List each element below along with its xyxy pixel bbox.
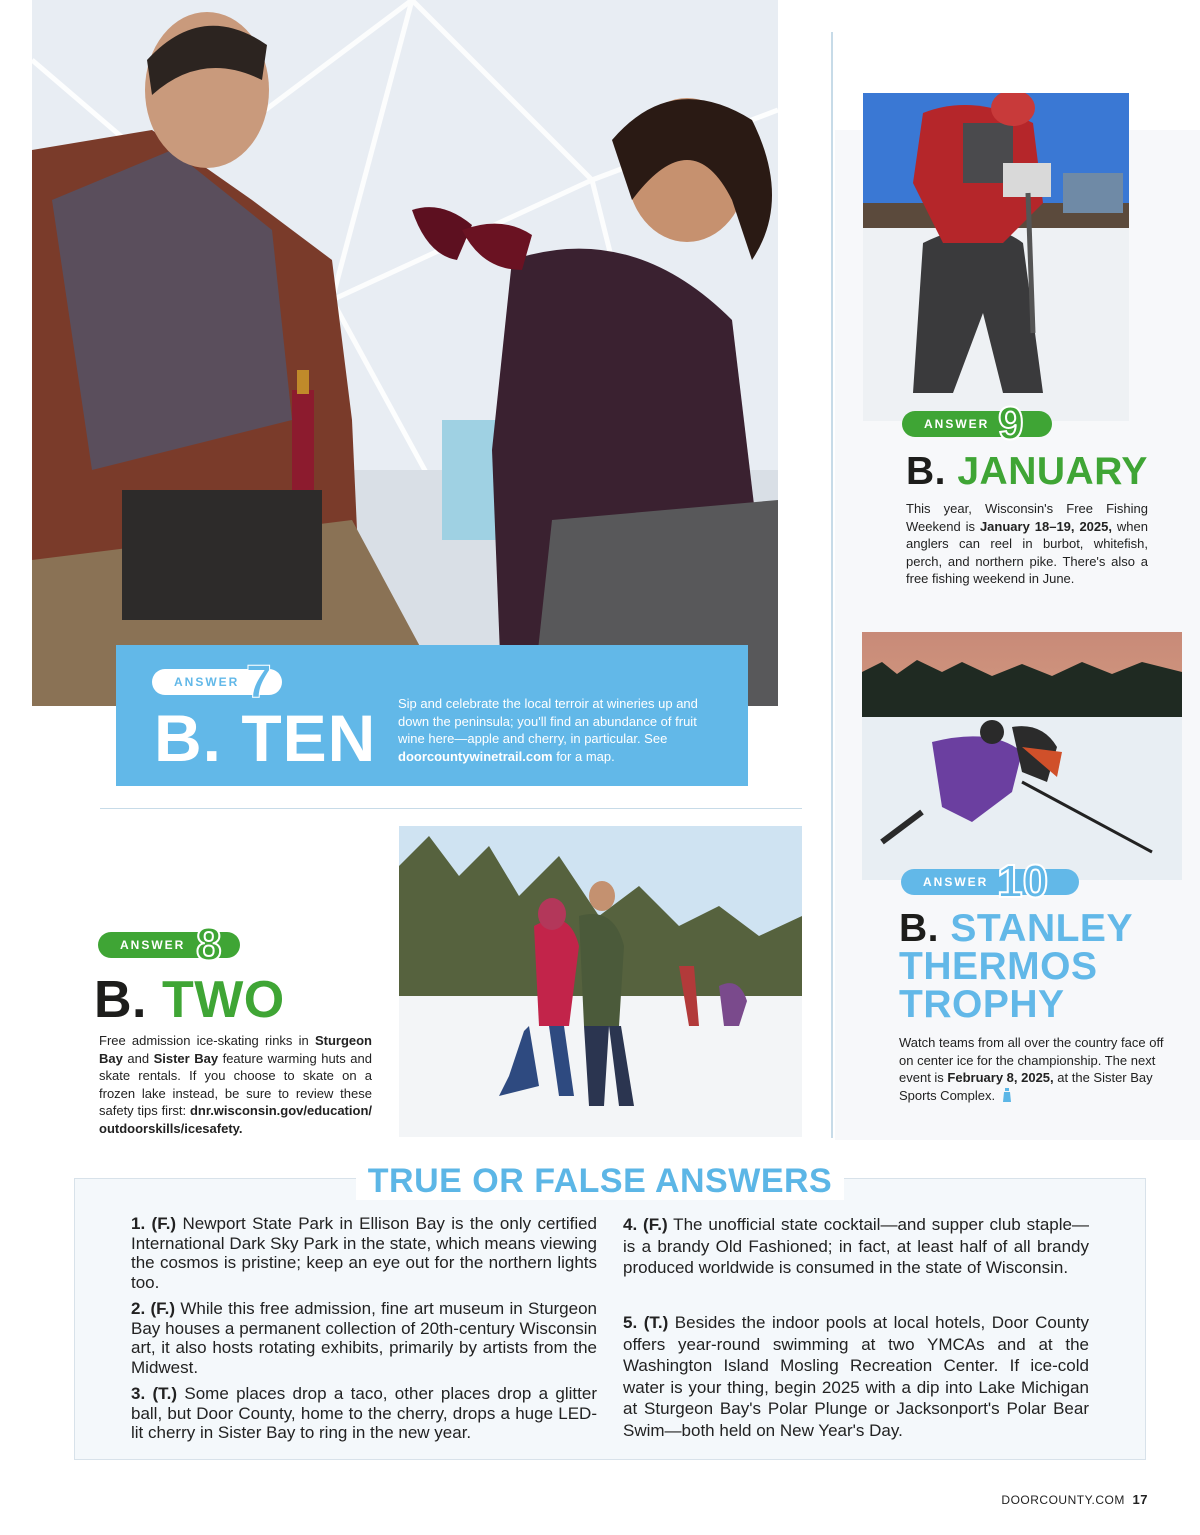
answer-7-word: TEN [241,701,377,775]
answer-8-text [99,1032,372,1137]
answer-10-badge [901,855,1079,907]
ice-skating-photo [399,826,802,1137]
answer-10-line-1: STANLEY [950,907,1133,950]
answer-8-heading [94,971,285,1029]
answer-7-prefix: B. [154,701,222,775]
answer-8-place-1: Sturgeon Bay [99,1033,372,1066]
answer-7-label: ANSWER [174,675,240,689]
tf-item-key: 5. (T.) [623,1313,669,1332]
answer-8-badge [98,918,240,970]
tf-item-text: The unofficial state cocktail—and supper club staple—is a brandy Old Fashioned; in fact, at least half of all brandy produced worldwide is consumed in the state of Wisconsin. [623,1215,1089,1277]
answer-8-word: TWO [161,971,285,1029]
answer-7-text-part: Sip and celebrate the local terroir at wineries up and down the peninsula; you'll find an abundance of fruit wine here—apple and cherry, in particular. See [398,696,698,746]
tf-item-key: 4. (F.) [623,1215,668,1234]
horizontal-divider [100,808,802,809]
tf-item-text: Besides the indoor pools at local hotels, Door County offers year-round swimming at two YMCAs and at the Washington Island Mosling Recreation Center. If ice-cold water is your thing, begin 2025 with a dip into Lake Michigan at Sturgeon Bay's Polar Plunge or Jacksonport's Polar Bear Swim—both held on New Year's Day. [623,1313,1089,1440]
tf-item-key: 3. (T.) [131,1384,178,1403]
tf-item-text: Some places drop a taco, other places drop a glitter ball, but Door County, home to the cherry, drops a huge LED-lit cherry in Sister Bay to ring in the new year. [131,1384,597,1442]
page-footer [1001,1492,1148,1507]
answer-10-line-3: TROPHY [899,983,1065,1026]
footer-site: DOORCOUNTY.COM [1001,1493,1125,1507]
tf-item-1 [131,1214,597,1292]
answer-7-heading [154,701,377,775]
answer-7-box [116,645,748,786]
answer-9-number: 9 [998,397,1024,449]
answer-7-text-part: for a map. [552,748,615,764]
answer-10-heading [899,907,1133,1026]
ice-fishing-photo [863,93,1129,421]
answer-9-prefix: B. [906,450,946,493]
answer-10-text-part: Watch teams from all over the country face off on center ice for the championship. The next event is [899,1035,1164,1085]
answer-10-number: 10 [997,855,1049,907]
pond-hockey-photo [862,632,1182,880]
answer-9-word: JANUARY [957,450,1148,493]
winetrail-link[interactable]: doorcountywinetrail.com [398,748,553,764]
answer-10-line-2: THERMOS [899,945,1098,988]
answer-9-text-part: This year, Wisconsin's Free Fishing Weekend is [906,501,1148,534]
tf-item-key: 2. (F.) [131,1299,176,1318]
answer-8-label: ANSWER [120,938,186,952]
answer-10-text [899,1034,1175,1104]
answer-10-label: ANSWER [923,875,989,889]
answer-7-badge [152,655,282,707]
answer-9-badge [902,397,1052,449]
tf-item-text: Newport State Park in Ellison Bay is the only certified International Dark Sky Park in the state, which means viewing the cosmos is pristine; keep an eye out for the northern lights too. [131,1214,598,1292]
answer-8-text-part: feature warming huts and skate rentals. If you choose to skate on a frozen lake instead, be sure to review these safety tips first: [99,1050,372,1118]
tf-item-2 [131,1299,597,1377]
tf-item-5 [623,1312,1089,1441]
true-false-title [0,1162,1200,1201]
wine-dome-photo [32,0,778,706]
true-false-title-text: TRUE OR FALSE ANSWERS [356,1162,845,1200]
answer-9-label: ANSWER [924,417,990,431]
tf-item-key: 1. (F.) [131,1214,177,1233]
answer-8-place-2: Sister Bay [153,1050,219,1066]
answer-7-text [398,695,720,765]
answer-8-text-part: Free admission ice-skating rinks in [99,1033,315,1048]
answer-9-heading [906,452,1148,491]
icesafety-link[interactable]: dnr.wisconsin.gov/education/outdoorskills/icesafety. [99,1103,372,1136]
answer-10-prefix: B. [899,907,939,950]
answer-9-date: January 18–19, 2025, [979,518,1112,534]
answer-7-number: 7 [246,655,272,707]
answer-8-prefix: B. [94,971,147,1029]
answer-10-text-part: at the Sister Bay Sports Complex. [899,1070,1153,1103]
tf-item-4 [623,1214,1089,1279]
vertical-divider [831,32,833,1138]
answer-9-text [906,500,1148,588]
tf-item-3 [131,1384,597,1443]
lighthouse-icon [1002,1088,1012,1102]
tf-item-text: While this free admission, fine art museum in Sturgeon Bay houses a permanent collection of 20th-century Wisconsin art, it also hosts rotating exhibits, primarily by artists from the Midwest. [131,1299,598,1377]
page-number: 17 [1132,1492,1148,1507]
answer-8-number: 8 [196,918,222,970]
answer-10-date: February 8, 2025, [947,1070,1054,1085]
answer-8-text-part: and [122,1050,154,1066]
answer-9-text-part: when anglers can reel in burbot, whitefish, perch, and northern pike. There's also a free fishing weekend in June. [906,518,1148,586]
